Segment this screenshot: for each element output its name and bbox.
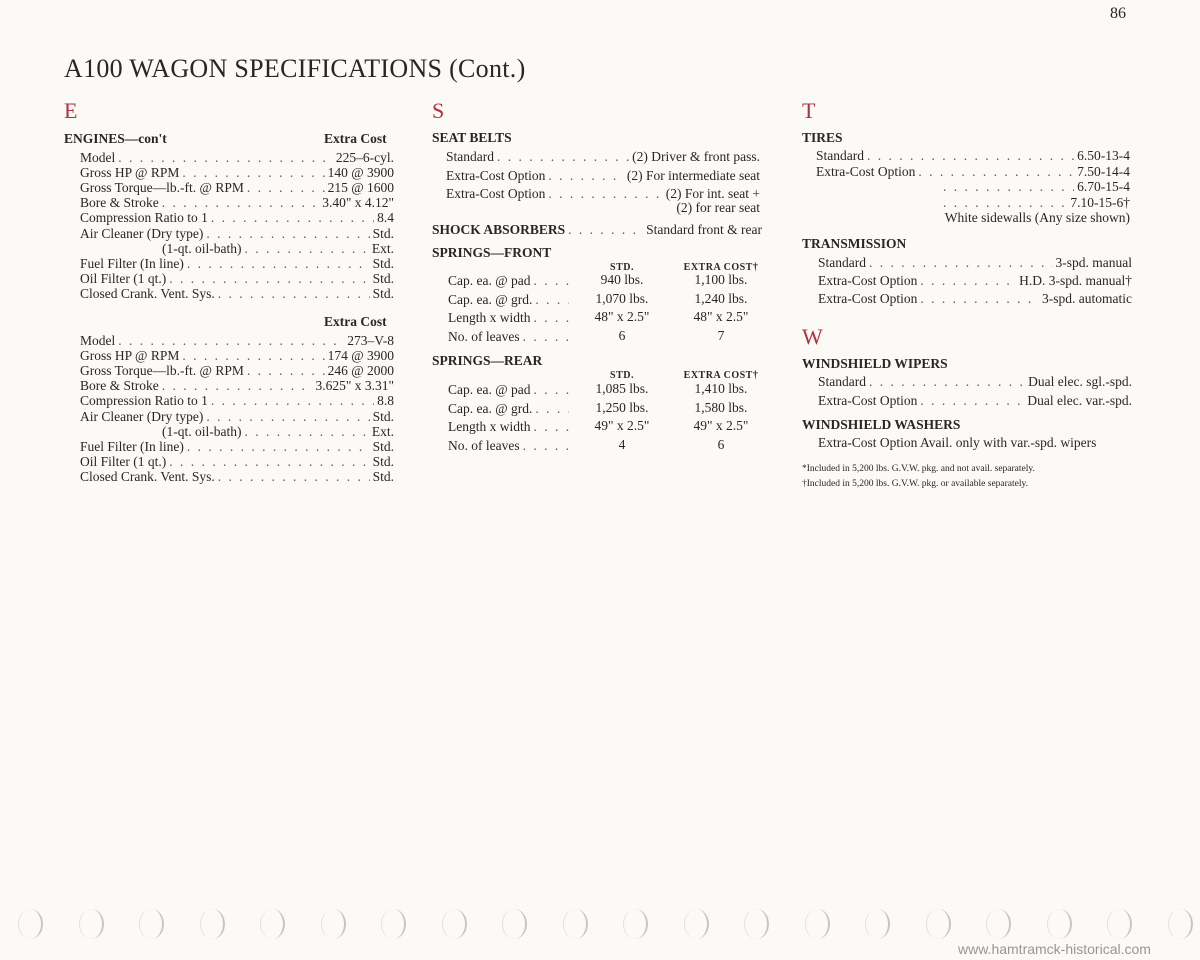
footnote-1: *Included in 5,200 lbs. G.V.W. pkg. and not avail. separately. bbox=[802, 464, 1035, 474]
spec-row bbox=[818, 255, 1132, 270]
spec-row bbox=[80, 286, 394, 301]
spec-label: Fuel Filter (In line) bbox=[80, 438, 184, 454]
spec-value: Std. bbox=[372, 408, 394, 424]
leader-dots bbox=[206, 409, 369, 424]
spec-label: Extra-Cost Option bbox=[446, 167, 546, 183]
spec-value: 3.40" x 4.12" bbox=[322, 195, 394, 211]
spring-extra-value: 1,580 lbs. bbox=[694, 399, 748, 415]
spec-row bbox=[446, 168, 760, 183]
spec-value: Std. bbox=[372, 255, 394, 271]
leader-dots bbox=[187, 256, 370, 271]
leader-dots bbox=[918, 164, 1074, 179]
spec-label: Gross HP @ RPM bbox=[80, 348, 180, 364]
spring-label: Cap. ea. @ grd. bbox=[448, 400, 533, 416]
spec-value: 140 @ 3900 bbox=[327, 165, 394, 181]
spring-std-value: 1,070 lbs. bbox=[595, 290, 649, 306]
spring-label: Cap. ea. @ grd. bbox=[448, 291, 533, 307]
watermark: www.hamtramck-historical.com bbox=[958, 941, 1151, 957]
leader-dots bbox=[523, 438, 569, 453]
spring-row-label bbox=[448, 382, 572, 397]
seat-belts-heading: SEAT BELTS bbox=[432, 130, 512, 145]
binder-hole bbox=[502, 909, 527, 939]
transmission-heading: TRANSMISSION bbox=[802, 236, 907, 251]
spec-value: Std. bbox=[372, 285, 394, 301]
spec-value: 3-spd. automatic bbox=[1042, 291, 1132, 307]
spring-std-value: 1,250 lbs. bbox=[595, 399, 649, 415]
springs-front-std-header: STD. bbox=[610, 262, 634, 273]
leader-dots bbox=[247, 363, 325, 378]
spec-value: 225–6-cyl. bbox=[335, 150, 394, 165]
spec-label: Oil Filter (1 qt.) bbox=[80, 270, 167, 286]
spring-std-value: 4 bbox=[618, 436, 626, 452]
spring-label: Length x width bbox=[448, 419, 531, 434]
spec-label: Model bbox=[80, 150, 116, 165]
washers-text: Extra-Cost Option Avail. only with var.-spd. wipers bbox=[818, 435, 1097, 450]
spec-row bbox=[80, 165, 394, 180]
spec-row bbox=[80, 348, 394, 363]
binder-hole bbox=[139, 909, 164, 939]
springs-rear-heading: SPRINGS—REAR bbox=[432, 353, 543, 368]
spec-label: Standard bbox=[818, 374, 866, 389]
spring-extra-value: 7 bbox=[717, 327, 725, 343]
tires-note: White sidewalls (Any size shown) bbox=[944, 210, 1130, 225]
seat-belts-continuation: (2) for rear seat bbox=[676, 200, 760, 215]
spec-value: Std. bbox=[372, 225, 394, 241]
spec-value: Std. bbox=[372, 270, 394, 286]
spec-value: 8.8 bbox=[377, 393, 394, 409]
spec-value: Ext. bbox=[371, 240, 394, 256]
spring-std-value: 1,085 lbs. bbox=[595, 381, 649, 396]
spec-label: Oil Filter (1 qt.) bbox=[80, 453, 167, 469]
leader-dots bbox=[118, 333, 344, 348]
binder-hole bbox=[563, 909, 588, 939]
engines-extra-cost-heading-2: Extra Cost bbox=[324, 314, 387, 329]
spring-row-label bbox=[448, 329, 572, 344]
leader-dots bbox=[162, 378, 313, 393]
spec-row bbox=[940, 195, 1130, 210]
spec-row bbox=[940, 179, 1130, 194]
spec-value: Dual elec. sgl.-spd. bbox=[1028, 374, 1132, 389]
spec-row bbox=[80, 439, 394, 454]
leader-dots bbox=[118, 150, 333, 165]
leader-dots bbox=[182, 165, 324, 180]
spec-label: (1-qt. oil-bath) bbox=[162, 240, 242, 256]
tires-heading: TIRES bbox=[802, 130, 843, 145]
spec-row bbox=[818, 374, 1132, 389]
spec-label: Gross Torque—lb.-ft. @ RPM bbox=[80, 363, 244, 379]
page-number: 86 bbox=[1110, 5, 1126, 22]
leader-dots bbox=[568, 222, 643, 237]
spec-label: Closed Crank. Vent. Sys. bbox=[80, 285, 215, 301]
leader-dots bbox=[534, 382, 569, 397]
spec-label: Gross HP @ RPM bbox=[80, 165, 180, 181]
leader-dots bbox=[206, 226, 369, 241]
spec-row bbox=[80, 195, 394, 210]
spring-extra-value: 48" x 2.5" bbox=[693, 309, 749, 324]
leader-dots bbox=[244, 424, 368, 439]
spec-row bbox=[80, 393, 394, 408]
binder-hole bbox=[260, 909, 285, 939]
footnote-2: †Included in 5,200 lbs. G.V.W. pkg. or available separately. bbox=[802, 479, 1029, 489]
spec-label: Compression Ratio to 1 bbox=[80, 210, 208, 226]
leader-dots bbox=[497, 149, 629, 164]
leader-dots bbox=[869, 374, 1025, 389]
leader-dots bbox=[535, 401, 569, 416]
leader-dots bbox=[943, 195, 1067, 210]
leader-dots bbox=[523, 329, 569, 344]
binder-hole bbox=[321, 909, 346, 939]
shock-absorbers-heading: SHOCK ABSORBERS bbox=[432, 222, 566, 237]
spec-value: 215 @ 1600 bbox=[327, 180, 394, 196]
spec-value: 7.50-14-4 bbox=[1077, 163, 1130, 179]
springs-rear-extra-header: EXTRA COST† bbox=[683, 370, 759, 381]
section-letter-t: T bbox=[802, 98, 816, 123]
spring-label: Cap. ea. @ pad bbox=[448, 382, 531, 397]
leader-dots bbox=[867, 148, 1074, 163]
spec-label: Model bbox=[80, 333, 116, 348]
washers-heading: WINDSHIELD WASHERS bbox=[802, 417, 961, 432]
spring-extra-value: 1,410 lbs. bbox=[694, 381, 748, 396]
spec-label: Closed Crank. Vent. Sys. bbox=[80, 468, 215, 484]
spec-label: Standard bbox=[816, 148, 864, 163]
spec-row bbox=[80, 469, 394, 484]
spring-label: Length x width bbox=[448, 310, 531, 325]
spec-value: 246 @ 2000 bbox=[327, 363, 394, 379]
spec-row bbox=[80, 256, 394, 271]
leader-dots bbox=[534, 273, 569, 288]
leader-dots bbox=[535, 292, 569, 307]
binder-hole bbox=[805, 909, 830, 939]
spec-label: Extra-Cost Option bbox=[818, 392, 918, 408]
spec-row bbox=[446, 149, 760, 164]
spec-row bbox=[80, 454, 394, 469]
spec-row bbox=[816, 148, 1130, 163]
spec-value: 273–V-8 bbox=[347, 333, 394, 348]
leader-dots bbox=[920, 291, 1039, 306]
leader-dots bbox=[548, 186, 662, 201]
spec-row bbox=[80, 378, 394, 393]
springs-front-heading: SPRINGS—FRONT bbox=[432, 245, 552, 260]
leader-dots bbox=[548, 168, 624, 183]
leader-dots bbox=[534, 310, 570, 325]
binder-hole bbox=[79, 909, 104, 939]
spring-row-label bbox=[448, 273, 572, 288]
spec-value: Dual elec. var.-spd. bbox=[1027, 392, 1132, 408]
spec-value: 3.625" x 3.31" bbox=[315, 378, 394, 394]
spring-extra-value: 49" x 2.5" bbox=[693, 418, 749, 433]
spec-row bbox=[80, 409, 394, 424]
binder-hole bbox=[926, 909, 951, 939]
spring-extra-value: 1,240 lbs. bbox=[694, 290, 748, 306]
spec-row bbox=[80, 363, 394, 378]
spec-value: Std. bbox=[372, 438, 394, 454]
springs-rear-std-header: STD. bbox=[610, 370, 634, 381]
binder-hole bbox=[684, 909, 709, 939]
binder-holes bbox=[0, 905, 1200, 945]
shock-absorbers-value: Standard front & rear bbox=[646, 222, 762, 237]
spring-row-label bbox=[448, 310, 572, 325]
spec-row bbox=[80, 210, 394, 225]
binder-hole bbox=[986, 909, 1011, 939]
leader-dots bbox=[920, 393, 1024, 408]
spring-std-value: 940 lbs. bbox=[600, 272, 644, 287]
spring-label: No. of leaves bbox=[448, 437, 520, 453]
spec-row bbox=[80, 271, 394, 286]
binder-hole bbox=[623, 909, 648, 939]
spec-value: (2) Driver & front pass. bbox=[632, 149, 760, 164]
spring-row-label bbox=[448, 438, 572, 453]
spec-value: 6.50-13-4 bbox=[1077, 148, 1130, 163]
spec-label: Bore & Stroke bbox=[80, 195, 159, 211]
binder-hole bbox=[1107, 909, 1132, 939]
spec-label: Extra-Cost Option bbox=[446, 186, 546, 201]
leader-dots bbox=[169, 454, 369, 469]
spec-label: Compression Ratio to 1 bbox=[80, 393, 208, 409]
spec-value: 3-spd. manual bbox=[1055, 255, 1132, 270]
spec-value: Std. bbox=[372, 453, 394, 469]
spring-extra-value: 1,100 lbs. bbox=[694, 272, 748, 287]
section-letter-w: W bbox=[802, 324, 823, 349]
spec-label: (1-qt. oil-bath) bbox=[162, 423, 242, 439]
spec-label: Extra-Cost Option bbox=[818, 291, 918, 307]
section-letter-e: E bbox=[64, 98, 78, 123]
leader-dots bbox=[211, 393, 374, 408]
spec-row bbox=[446, 186, 760, 201]
shock-absorbers-row bbox=[432, 222, 762, 237]
leader-dots bbox=[534, 419, 570, 434]
spring-std-value: 48" x 2.5" bbox=[594, 309, 650, 324]
spec-value: 6.70-15-4 bbox=[1077, 179, 1130, 194]
spec-value: 8.4 bbox=[377, 210, 394, 226]
spec-row bbox=[80, 180, 394, 195]
section-letter-s: S bbox=[432, 98, 445, 123]
spec-label: Extra-Cost Option bbox=[818, 273, 918, 289]
binder-hole bbox=[381, 909, 406, 939]
leader-dots bbox=[182, 348, 324, 363]
leader-dots bbox=[169, 271, 369, 286]
spec-row bbox=[818, 291, 1132, 306]
spec-label: Fuel Filter (In line) bbox=[80, 255, 184, 271]
leader-dots bbox=[162, 195, 319, 210]
leader-dots bbox=[869, 255, 1053, 270]
spec-row bbox=[818, 393, 1132, 408]
spec-row bbox=[816, 164, 1130, 179]
spec-value: Std. bbox=[372, 468, 394, 484]
leader-dots bbox=[211, 210, 374, 225]
spring-label: No. of leaves bbox=[448, 328, 520, 344]
leader-dots bbox=[218, 469, 370, 484]
spec-row bbox=[80, 333, 394, 348]
spring-row-label bbox=[448, 292, 572, 307]
spec-label: Gross Torque—lb.-ft. @ RPM bbox=[80, 180, 244, 196]
spring-label: Cap. ea. @ pad bbox=[448, 273, 531, 288]
spec-value: H.D. 3-spd. manual† bbox=[1019, 273, 1132, 289]
binder-hole bbox=[442, 909, 467, 939]
leader-dots bbox=[218, 286, 370, 301]
page-title: A100 WAGON SPECIFICATIONS (Cont.) bbox=[64, 54, 526, 83]
spec-row bbox=[162, 424, 394, 439]
spec-label: Standard bbox=[818, 255, 866, 270]
engines-extra-cost-heading: Extra Cost bbox=[324, 131, 387, 146]
binder-hole bbox=[744, 909, 769, 939]
leader-dots bbox=[244, 241, 368, 256]
leader-dots bbox=[943, 179, 1074, 194]
spec-value: (2) For intermediate seat bbox=[626, 167, 760, 183]
spec-label: Extra-Cost Option bbox=[816, 163, 916, 179]
spring-std-value: 6 bbox=[618, 327, 626, 343]
spec-label: Bore & Stroke bbox=[80, 378, 159, 394]
spec-row bbox=[80, 150, 394, 165]
spec-row bbox=[162, 241, 394, 256]
spec-label: Air Cleaner (Dry type) bbox=[80, 408, 204, 424]
spec-row bbox=[818, 273, 1132, 288]
binder-hole bbox=[200, 909, 225, 939]
leader-dots bbox=[920, 273, 1016, 288]
spring-extra-value: 6 bbox=[717, 436, 725, 452]
spring-row-label bbox=[448, 401, 572, 416]
spring-std-value: 49" x 2.5" bbox=[594, 418, 650, 433]
wipers-heading: WINDSHIELD WIPERS bbox=[802, 356, 948, 371]
binder-hole bbox=[1168, 909, 1193, 939]
spec-value: (2) For int. seat + bbox=[665, 186, 760, 201]
spec-row bbox=[80, 226, 394, 241]
spring-row-label bbox=[448, 419, 572, 434]
binder-hole bbox=[1047, 909, 1072, 939]
leader-dots bbox=[187, 439, 370, 454]
engines-heading: ENGINES—con't bbox=[64, 131, 167, 146]
spec-value: 7.10-15-6† bbox=[1070, 194, 1130, 210]
spec-value: 174 @ 3900 bbox=[327, 348, 394, 364]
leader-dots bbox=[247, 180, 325, 195]
binder-hole bbox=[865, 909, 890, 939]
spec-label: Air Cleaner (Dry type) bbox=[80, 225, 204, 241]
binder-hole bbox=[18, 909, 43, 939]
spec-value: Ext. bbox=[371, 423, 394, 439]
spec-label: Standard bbox=[446, 149, 494, 164]
springs-front-extra-header: EXTRA COST† bbox=[683, 262, 759, 273]
